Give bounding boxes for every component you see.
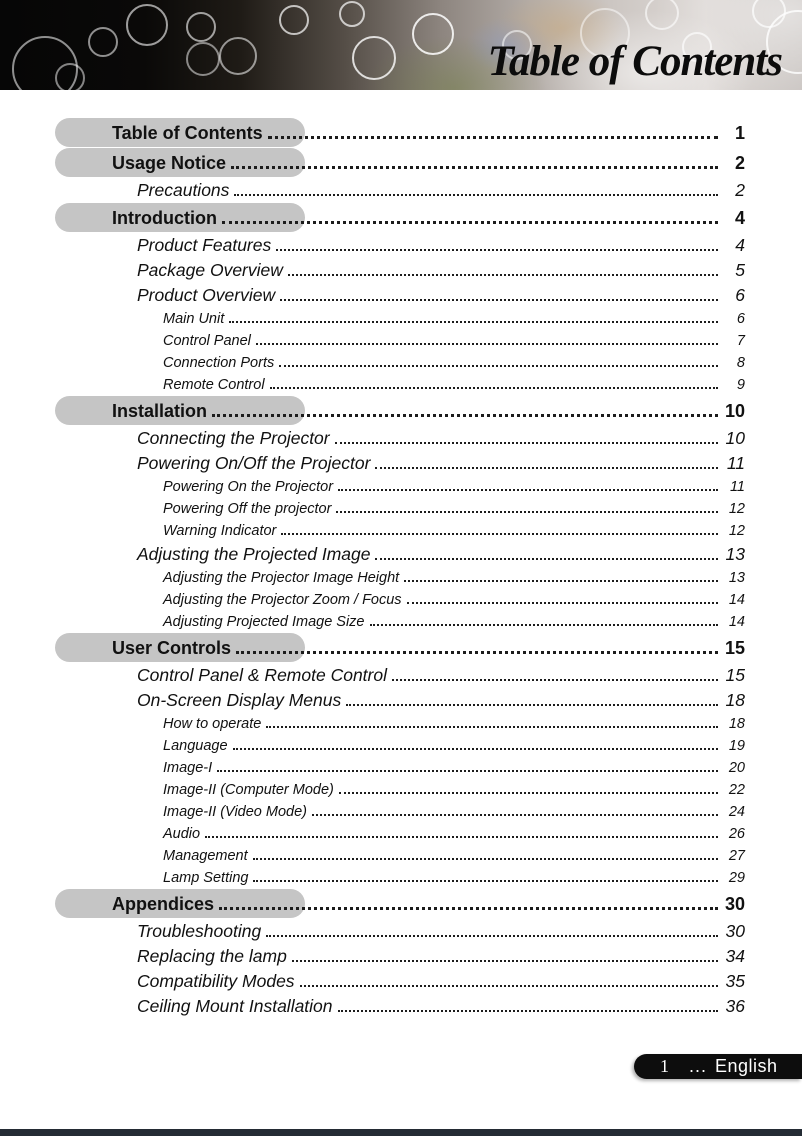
toc-entry-page: 8 [736, 355, 745, 371]
circle-icon [352, 36, 396, 80]
circle-icon [645, 0, 679, 30]
toc-entry-label: Image-II (Computer Mode) [163, 782, 334, 798]
dotted-leader [217, 770, 718, 772]
circle-icon [55, 63, 85, 90]
toc-entry-label: Image-I [163, 760, 213, 776]
toc-entry [55, 567, 745, 589]
toc-entry-label: On-Screen Display Menus [137, 690, 342, 710]
dotted-leader [336, 511, 718, 513]
toc-entry-label: Connection Ports [163, 355, 275, 371]
page-number-badge [634, 1054, 802, 1079]
dotted-leader [205, 836, 718, 838]
dotted-leader [231, 166, 718, 169]
dotted-leader [253, 880, 718, 882]
dotted-leader [266, 935, 718, 937]
page-title: Table of Contents [487, 38, 782, 85]
toc-entry [55, 283, 745, 308]
dotted-leader [280, 299, 718, 301]
toc-entry [55, 451, 745, 476]
toc-entry [55, 426, 745, 451]
dotted-leader [268, 136, 718, 139]
toc-entry-page: 15 [724, 638, 745, 658]
toc-entry-label: Connecting the Projector [137, 428, 330, 448]
dotted-leader [338, 1010, 718, 1012]
dotted-leader [312, 814, 718, 816]
toc-entry [55, 233, 745, 258]
toc-entry [55, 845, 745, 867]
toc-entry [55, 889, 745, 919]
toc-entry [55, 498, 745, 520]
toc-entry [55, 352, 745, 374]
toc-entry-label: Introduction [112, 208, 217, 228]
dotted-leader [288, 274, 718, 276]
toc-entry-label: Product Overview [137, 285, 276, 305]
toc-entry-label: Installation [112, 401, 208, 421]
toc-entry-page: 7 [736, 333, 745, 349]
toc-entry [55, 779, 745, 801]
dotted-leader [370, 624, 719, 626]
toc-entry [55, 374, 745, 396]
toc-entry-page: 30 [724, 894, 745, 914]
circle-icon [186, 42, 220, 76]
toc-entry-label: Powering On/Off the Projector [137, 453, 371, 473]
toc-entry-label: Compatibility Modes [137, 971, 295, 991]
language-label: English [715, 1056, 778, 1076]
toc-entry-label: Adjusting the Projector Image Height [163, 570, 400, 586]
toc-entry [55, 867, 745, 889]
toc-entry-page: 9 [736, 377, 745, 393]
toc-entry-label: Lamp Setting [163, 870, 249, 886]
dotted-leader [234, 194, 718, 196]
dotted-leader [212, 414, 718, 417]
toc-entry-page: 11 [729, 479, 745, 495]
toc-entry-label: Management [163, 848, 248, 864]
dotted-leader [300, 985, 718, 987]
toc-entry-page: 24 [728, 804, 745, 820]
toc-entry-page: 18 [728, 716, 745, 732]
toc-entry [55, 118, 745, 148]
toc-entry-page: 14 [728, 592, 745, 608]
toc-entry-label: Precautions [137, 180, 230, 200]
toc-entry [55, 258, 745, 283]
toc-entry [55, 308, 745, 330]
circle-icon [126, 4, 168, 46]
dotted-leader [222, 221, 718, 224]
toc-entry-page: 4 [734, 208, 745, 228]
dotted-leader [229, 321, 718, 323]
toc-entry-label: Appendices [112, 894, 215, 914]
dotted-leader [276, 249, 718, 251]
toc-entry-page: 10 [725, 428, 745, 448]
dotted-leader [256, 343, 718, 345]
circle-icon [412, 13, 454, 55]
page-number: 1 [660, 1056, 669, 1076]
dotted-leader [281, 533, 718, 535]
dotted-leader [407, 602, 718, 604]
toc-entry [55, 589, 745, 611]
toc-entry-page: 22 [728, 782, 745, 798]
toc-entry [55, 663, 745, 688]
toc-entry [55, 203, 745, 233]
toc-entry-page: 35 [725, 971, 745, 991]
toc-entry-page: 15 [725, 665, 745, 685]
toc-entry [55, 330, 745, 352]
toc-entry-label: Powering Off the projector [163, 501, 332, 517]
table-of-contents [55, 118, 745, 1019]
dotted-leader [335, 442, 718, 444]
toc-entry-label: Replacing the lamp [137, 946, 287, 966]
toc-entry-page: 14 [728, 614, 745, 630]
circle-icon [339, 1, 365, 27]
dotted-leader [404, 580, 718, 582]
toc-entry-page: 26 [728, 826, 745, 842]
toc-entry-label: Main Unit [163, 311, 225, 327]
toc-entry-page: 13 [728, 570, 745, 586]
toc-entry-page: 13 [725, 544, 745, 564]
toc-entry-page: 18 [725, 690, 745, 710]
circle-icon [219, 37, 257, 75]
toc-entry-page: 36 [725, 996, 745, 1016]
toc-entry [55, 801, 745, 823]
toc-entry-label: Troubleshooting [137, 921, 262, 941]
bottom-rule [0, 1129, 802, 1136]
toc-entry [55, 148, 745, 178]
toc-entry-page: 12 [728, 523, 745, 539]
toc-entry [55, 944, 745, 969]
toc-entry-page: 6 [736, 311, 745, 327]
toc-entry-page: 12 [728, 501, 745, 517]
toc-entry-label: Remote Control [163, 377, 265, 393]
toc-entry [55, 757, 745, 779]
toc-entry-label: Table of Contents [112, 123, 263, 143]
toc-entry-label: Package Overview [137, 260, 283, 280]
toc-entry-label: Adjusting the Projected Image [137, 544, 371, 564]
toc-entry-label: Language [163, 738, 228, 754]
toc-entry [55, 919, 745, 944]
toc-entry [55, 476, 745, 498]
dotted-leader [236, 651, 718, 654]
toc-entry-label: Warning Indicator [163, 523, 277, 539]
toc-entry-page: 20 [728, 760, 745, 776]
toc-entry-label: How to operate [163, 716, 262, 732]
dotted-leader [338, 489, 718, 491]
dotted-leader [392, 679, 718, 681]
toc-entry-label: Usage Notice [112, 153, 227, 173]
toc-entry [55, 178, 745, 203]
toc-entry-page: 34 [725, 946, 745, 966]
dotted-leader [270, 387, 718, 389]
toc-entry [55, 611, 745, 633]
circle-icon [279, 5, 309, 35]
dotted-leader [375, 467, 718, 469]
header-banner [0, 0, 802, 90]
toc-entry-label: Adjusting Projected Image Size [163, 614, 365, 630]
dotted-leader [346, 704, 718, 706]
circle-icon [186, 12, 216, 42]
toc-entry-page: 2 [735, 180, 745, 200]
dotted-leader [292, 960, 718, 962]
toc-entry [55, 542, 745, 567]
toc-entry-label: Product Features [137, 235, 272, 255]
toc-entry [55, 735, 745, 757]
dotted-leader [219, 907, 718, 910]
dotted-leader [279, 365, 718, 367]
toc-entry-page: 6 [735, 285, 745, 305]
toc-entry-label: Control Panel [163, 333, 251, 349]
circle-icon [88, 27, 118, 57]
toc-entry [55, 688, 745, 713]
toc-entry [55, 633, 745, 663]
toc-entry-label: Powering On the Projector [163, 479, 334, 495]
toc-entry-page: 10 [724, 401, 745, 421]
toc-entry-page: 29 [728, 870, 745, 886]
toc-entry [55, 823, 745, 845]
dotted-leader [339, 792, 718, 794]
toc-entry-page: 5 [735, 260, 745, 280]
page-number-separator: ... [689, 1056, 708, 1076]
toc-entry-label: Adjusting the Projector Zoom / Focus [163, 592, 402, 608]
toc-entry-page: 11 [726, 453, 745, 473]
toc-entry-label: Image-II (Video Mode) [163, 804, 307, 820]
toc-entry-label: Audio [163, 826, 201, 842]
toc-entry [55, 713, 745, 735]
dotted-leader [253, 858, 718, 860]
toc-entry [55, 520, 745, 542]
dotted-leader [233, 748, 718, 750]
toc-entry-page: 2 [734, 153, 745, 173]
toc-entry-label: User Controls [112, 638, 232, 658]
dotted-leader [375, 558, 718, 560]
toc-entry-page: 19 [728, 738, 745, 754]
toc-entry [55, 994, 745, 1019]
toc-entry-page: 1 [734, 123, 745, 143]
toc-entry-page: 27 [728, 848, 745, 864]
toc-entry [55, 396, 745, 426]
toc-entry-label: Ceiling Mount Installation [137, 996, 333, 1016]
toc-entry-page: 30 [725, 921, 745, 941]
dotted-leader [266, 726, 718, 728]
toc-entry-page: 4 [735, 235, 745, 255]
toc-entry [55, 969, 745, 994]
toc-entry-label: Control Panel & Remote Control [137, 665, 387, 685]
